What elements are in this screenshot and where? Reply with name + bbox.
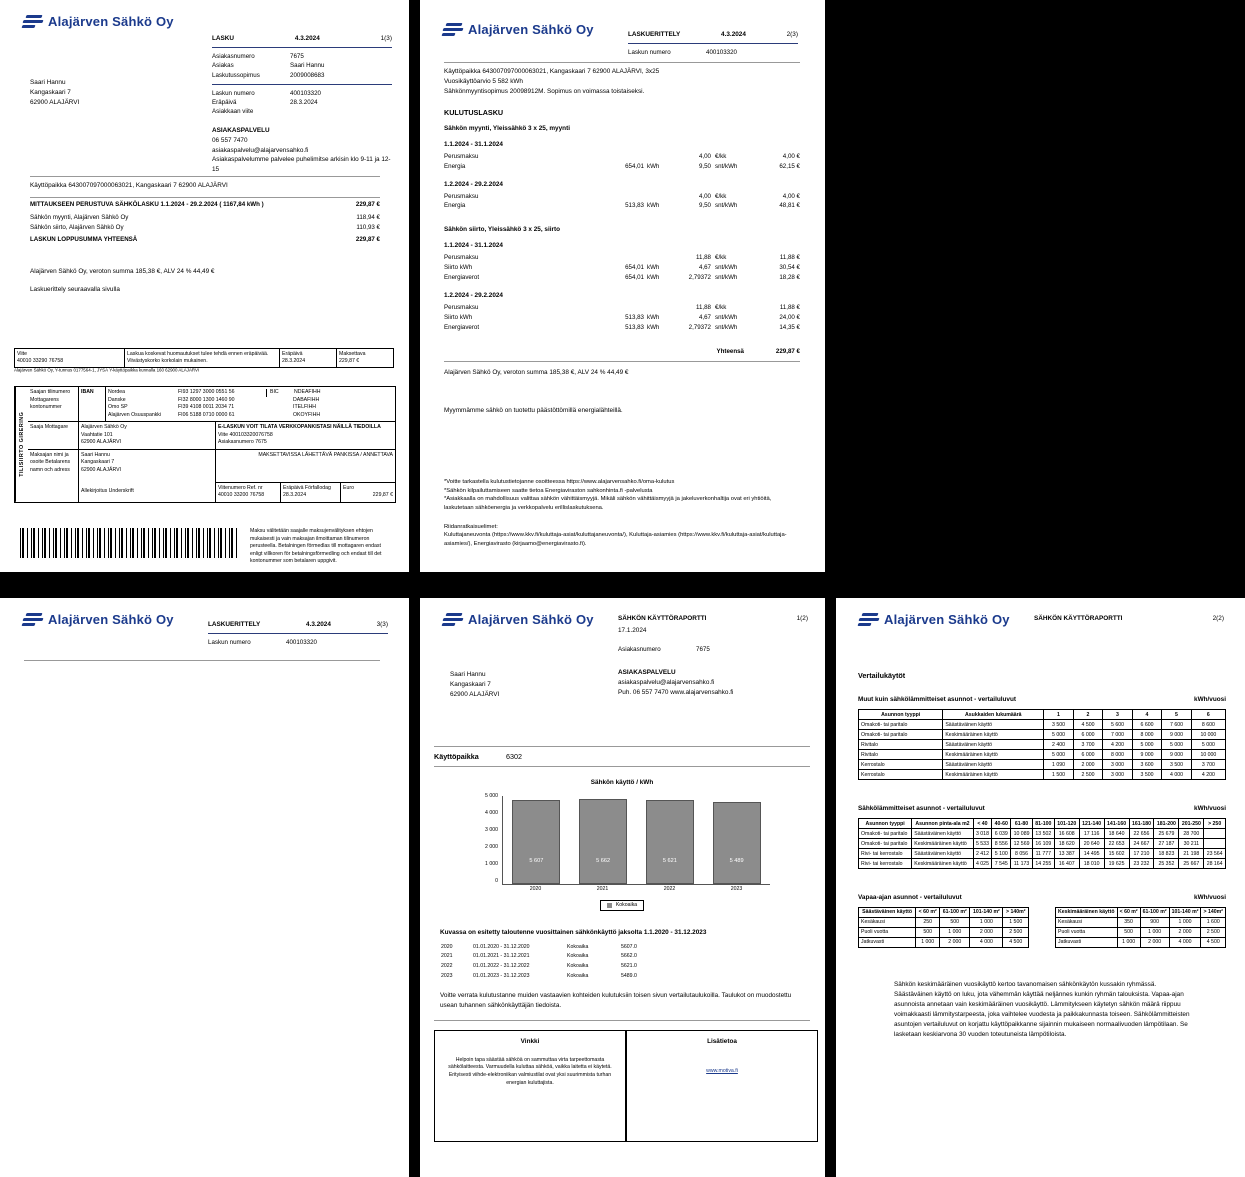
comparison-table-electric-heating: Asunnon tyyppi Asunnon pinta-ala m2 < 40 40-60 61-80 81-100 101-120 121-140 141-160 161-180 181-200 201-250 > 250 Omakoti- tai paritalo Säästäväinen käyttö 3 018 6 039 10 089 13 502 16 608 17 116 18 640 22 656 25 679 28 700 Omakoti- tai paritalo Keskimääräinen käyttö 5 533 8 556 12 569 16 109 18 620 20 640 22 653 24 667 27 187 30 211 Rivi- tai kerrostalo Säästäväinen käyttö 2 412 5 100 8 056 11 777 13 387 14 495 15 602 17 210 18 823 21 198 23 564 Rivi- tai kerrostalo Keskimääräinen käyttö 4 025 7 545 11 173 14 255 16 407 18 010 19 625 23 232 25 352 25 667 28 164 <box>858 818 1226 869</box>
company-logo <box>858 612 1010 627</box>
table-row: Puoli vuotta 500 1 000 2 000 2 500 <box>1056 927 1226 937</box>
chart-bar: 5 621 <box>647 800 693 884</box>
table-row: 2021 01.01.2021 - 31.12.2021 Kokoaika 5662.0 <box>441 953 637 960</box>
more-title: Lisätietoa <box>707 1038 737 1045</box>
company-name: Alajärven Sähkö Oy <box>468 612 594 627</box>
company-name: Alajärven Sähkö Oy <box>48 612 174 627</box>
table2-unit: kWh/vuosi <box>1194 805 1226 813</box>
table-row: Kerrostalo Säästäväinen käyttö 1 090 2 000 3 000 3 600 3 500 3 700 <box>859 760 1226 770</box>
document-date: 4.3.2024 <box>294 35 320 42</box>
period-block: 1.1.2024 - 31.1.2024 Perusmaksu 4,00 €/kk 4,00 € Energia 654,01 kWh 9,50 snt/kWh 62,15 € <box>444 140 800 170</box>
table2-title: Sähkölämmitteiset asunnot - vertailuluvut <box>858 805 985 813</box>
summary-row: Sähkön siirto, Alajärven Sähkö Oy 110,93 € <box>30 223 380 231</box>
table-row: Omakoti- tai paritalo Keskimääräinen käyttö 5 000 6 000 7 000 8 000 9 000 10 000 <box>859 730 1226 740</box>
report-date: 17.1.2024 <box>618 626 647 634</box>
summary-title-row: MITTAUKSEEN PERUSTUVA SÄHKÖLASKU 1.1.2024 - 29.2.2024 ( 1167,84 kWh ) 229,87 € <box>30 201 380 208</box>
table-row: Kesäkausi 350 900 1 000 1 600 <box>1056 917 1226 927</box>
payee-address: Alajärven Sähkö Oy Vaahtatie 101 62900 ALAJÄRVI <box>79 422 216 449</box>
more-info-box <box>626 1030 818 1142</box>
reference-field: Viitenumero Ref. nr 40010 33200 76758 <box>216 483 281 502</box>
service-phone: Puh. 06 557 7470 www.alajarvensahko.fi <box>618 688 734 696</box>
slip-legal-text: Maksu välitetään saajalle maksujenvälityksen ehtojen mukaisesti ja vain maksajan ilmoittaman tilinumeron perusteella. Betalningen förmedlas till mottagaren endast enligt villkoren för betalningsförmedling och endast till det kontonummer som betalaren uppgivit. <box>250 528 382 565</box>
table-row: Kesäkausi 250 500 1 000 1 500 <box>859 917 1029 927</box>
invoice-page-2 <box>420 0 825 572</box>
table-row: Omakoti- tai paritalo Säästäväinen käyttö 3 018 6 039 10 089 13 502 16 608 17 116 18 640 22 656 25 679 28 700 <box>859 829 1226 839</box>
comparison-table-nonelectric-heating: Asunnon tyyppi Asukkaiden lukumäärä 1 2 3 4 5 6 Omakoti- tai paritalo Säästäväinen käyttö 3 500 4 500 5 600 6 600 7 600 8 600 Omakoti- tai paritalo Keskimääräinen käyttö 5 000 6 000 7 000 8 000 9 000 10 000 Rivitalo Säästäväinen käyttö 2 400 3 700 4 200 5 000 5 000 5 000 Rivitalo Keskimääräinen käyttö 5 000 6 000 8 000 9 000 9 000 10 000 Kerrostalo Säästäväinen käyttö 1 090 2 000 3 000 3 600 3 500 3 700 Kerrostalo Keskimääräinen käyttö 1 500 2 500 3 000 3 500 4 000 4 200 <box>858 709 1226 780</box>
continuation-note: Laskuerittely seuraavalla sivulla <box>30 285 120 293</box>
page-number: 1(2) <box>796 615 808 622</box>
field-row: Asiakas Saari Hannu <box>212 62 325 70</box>
table-row: Jatkuvasti 1 000 2 000 4 000 4 500 <box>859 937 1029 947</box>
chart-title: Sähkön käyttö / kWh <box>590 779 654 786</box>
footnote: *Sähkön kilpailuttamiseen saatte tietoa Energiaviraston sahkonhinta.fi -palvelusta <box>444 487 653 494</box>
section-title: Vertailukäytöt <box>858 671 906 680</box>
customer-address: Saari Hannu Kangaskaari 7 62900 ALAJÄRVI <box>450 671 500 698</box>
section-title: KULUTUSLASKU <box>444 107 504 117</box>
period-block: 1.2.2024 - 29.2.2024 Perusmaksu 4,00 €/kk 4,00 € Energia 513,83 kWh 9,50 snt/kWh 48,81 € <box>444 180 800 210</box>
payer-address: Saari Hannu Kangaskaari 7 62900 ALAJÄRVI Allekirjoitus Underskrift <box>79 450 216 502</box>
footer-text: Sähkön keskimääräinen vuosikäyttö kertoo tavanomaisen sähkönkäytön kussakin ryhmässä. Säästäväinen käyttö on luku, jota vähemmän käyttää neljännes kunkin ryhmän talouksista. Vapaa-ajan asunnoista annetaan vain keskimääräinen vuosikäyttö. Lämmitykseen käytetyn sähkön määrä riippuu voimakkaasti lämmitystarpeesta, joka vaihtelee vuodesta ja paikkakunnasta toiseen. Sähkölämmitteisten asuntojen vertailuluvut on korjattu käyttöpaikkanne sijainnin mukaiseen normaalivuoden lämpötilaan. Se lasketaan keskiarvona 30 vuoden toteutuneista lämpötiloista. <box>894 980 1190 1038</box>
table-row: Omakoti- tai paritalo Keskimääräinen käyttö 5 533 8 556 12 569 16 109 18 620 20 640 22 653 24 667 27 187 30 211 <box>859 839 1226 849</box>
field-row: Asiakasnumero 7675 <box>212 52 304 60</box>
document-type: LASKU <box>212 35 235 42</box>
table-row: 2020 01.01.2020 - 31.12.2020 Kokoaika 5607.0 <box>441 943 637 950</box>
chart-legend: Kokoaika <box>600 900 644 912</box>
logo-mark-icon <box>22 613 44 626</box>
payee-label: Saaja Mottagare <box>28 422 79 449</box>
charge-row: Energia 654,01 kWh 9,50 snt/kWh 62,15 € <box>444 162 800 170</box>
payer-label: Maksajan nimi ja osoite Betalarens namn och adress <box>28 450 79 502</box>
chart-bar: 5 607 <box>513 800 559 884</box>
service-title: ASIAKASPALVELU <box>212 126 270 134</box>
charge-row: Energiaverot 654,01 kWh 2,79372 snt/kWh 18,28 € <box>444 274 800 282</box>
usage-place: Käyttöpaikka 643007097000063021, Kangaskaari 7 62900 ALAJÄRVI, 3x25 <box>444 68 660 75</box>
table1-unit: kWh/vuosi <box>1194 696 1226 704</box>
charge-row: Energiaverot 513,83 kWh 2,79372 snt/kWh 14,35 € <box>444 323 800 331</box>
service-line: 06 557 7470 <box>212 136 248 144</box>
document-type: LASKUERITTELY <box>628 31 681 38</box>
document-date: 4.3.2024 <box>306 621 331 628</box>
company-name: Alajärven Sähkö Oy <box>48 14 174 29</box>
table-row: Jatkuvasti 1 000 2 000 4 000 4 500 <box>1056 937 1226 947</box>
comparison-table-leisure-average: Keskimääräinen käyttö < 60 m² 61-100 m² 101-140 m² > 140m² Kesäkausi 350 900 1 000 1 600 Puoli vuotta 500 1 000 2 000 2 500 Jatkuvasti 1 000 2 000 4 000 4 500 <box>1055 907 1226 948</box>
invoice-page-3 <box>0 598 409 1177</box>
logo-mark-icon <box>22 15 44 28</box>
company-name: Alajärven Sähkö Oy <box>468 22 594 37</box>
table-row: Kerrostalo Keskimääräinen käyttö 1 500 2 500 3 000 3 500 4 000 4 200 <box>859 770 1226 780</box>
table-row: Omakoti- tai paritalo Säästäväinen käyttö 3 500 4 500 5 600 6 600 7 600 8 600 <box>859 720 1226 730</box>
payment-barcode <box>20 528 240 558</box>
payee-bank-label: Saajan tilinumero Mottagarens kontonummer <box>28 387 79 421</box>
charge-row: Perusmaksu 11,88 €/kk 11,88 € <box>444 303 800 311</box>
place-label: Käyttöpaikka <box>434 752 479 761</box>
service-title: ASIAKASPALVELU <box>618 669 676 677</box>
table1-title: Muut kuin sähkölämmitteiset asunnot - vertailuluvut <box>858 696 1017 704</box>
tip-box <box>434 1030 626 1142</box>
document-type: LASKUERITTELY <box>208 621 261 628</box>
table3-unit: kWh/vuosi <box>1194 894 1226 901</box>
usage-report-page-1 <box>420 598 825 1177</box>
block-title-transfer: Sähkön siirto, Yleissähkö 3 x 25, siirto <box>444 226 561 234</box>
page-number: 2(3) <box>786 31 798 38</box>
logo-mark-icon <box>858 613 880 626</box>
payment-slip-header: Viite 40010 33290 76758 Laskua koskevat huomautukset tulee tehdä ennen eräpäivää. Viivästyskorko korkolain mukainen. Eräpäivä 28.3.2024 Maksettava 229,87 € <box>14 348 394 368</box>
charge-row: Perusmaksu 11,88 €/kk 11,88 € <box>444 254 800 262</box>
place-value: 6302 <box>506 752 522 761</box>
charge-row: Perusmaksu 4,00 €/kk 4,00 € <box>444 152 800 160</box>
company-logo <box>22 612 174 627</box>
charge-row: Siirto kWh 513,83 kWh 4,67 snt/kWh 24,00 € <box>444 313 800 321</box>
footnote: *Asiakkaalla on mahdollisuus valittaa sähkön vähittäismyyjä. Mikäli sähkön vähittäismyyjä ja jakeluverkonhaltija ovat eri yhtiöitä, laskutetaan sähköenergia ja verkkopalvelu erillislaskutuksena. <box>444 496 772 512</box>
chart-y-axis: 5 000 4 000 3 000 2 000 1 000 0 <box>485 792 498 884</box>
table-row: Rivitalo Säästäväinen käyttö 2 400 3 700 4 200 5 000 5 000 5 000 <box>859 740 1226 750</box>
customer-address: Saari Hannu Kangaskaari 7 62900 ALAJÄRVI <box>30 79 80 106</box>
document-type: SÄHKÖN KÄYTTÖRAPORTTI <box>618 615 707 622</box>
invoice-number-row: Laskun numero 400103320 <box>628 48 737 56</box>
document-type: SÄHKÖN KÄYTTÖRAPORTTI <box>1034 615 1123 622</box>
usage-chart <box>434 776 810 936</box>
service-hours: Asiakaspalvelumme palvelee puhelimitse arkisin klo 9-11 ja 12-15 <box>212 156 391 174</box>
page-number: 3(3) <box>376 621 388 628</box>
page-number: 2(2) <box>1212 615 1224 622</box>
charge-row: Perusmaksu 4,00 €/kk 4,00 € <box>444 192 800 200</box>
iban-col-label: IBAN <box>79 387 106 421</box>
logo-mark-icon <box>442 613 464 626</box>
company-logo <box>442 22 594 37</box>
table-row: Puoli vuotta 500 1 000 2 000 2 500 <box>859 927 1029 937</box>
document-date: 4.3.2024 <box>721 31 746 38</box>
invoice-number-row: Laskun numero 400103320 <box>208 638 317 646</box>
tip-title: Vinkki <box>520 1038 540 1045</box>
green-note: Myymmämme sähkö on tuotettu päästöttömillä energialähteillä. <box>444 406 623 414</box>
usage-report-page-2 <box>836 598 1245 1177</box>
chart-x-axis: 2020 2021 2022 2023 <box>529 885 743 892</box>
period-block: 1.1.2024 - 31.1.2024 Perusmaksu 11,88 €/kk 11,88 € Siirto kWh 654,01 kWh 4,67 snt/kWh 30,54 € Energiaverot 654,01 kWh 2,79372 snt/kWh 18,28 € <box>444 242 800 282</box>
euro-field: Euro 229,87 € <box>343 484 393 499</box>
logo-mark-icon <box>442 23 464 36</box>
field-row: Eräpäivä 28.3.2024 <box>212 99 318 107</box>
footnote: *Voitte tarkastella kulutustietojanne osoitteessa https://www.alajarvensahko.fi/oma-kulutus <box>444 479 675 485</box>
vat-note: Alajärven Sähkö Oy, veroton summa 185,38 €, ALV 24 % 44,49 € <box>30 267 215 275</box>
field-row: Asiakkaan viite <box>212 108 254 116</box>
slip-side-label: TILISIIRTO GIRERING <box>15 387 28 502</box>
service-email: asiakaspalvelu@alajarvensahko.fi <box>618 679 715 687</box>
field-row: Laskun numero 400103320 <box>212 89 321 97</box>
compare-text: Voitte verrata kulutustanne muiden vastaavien kohteiden kulutuksiin toisen sivun vertailutaulukoilla. Taulukot on muodostettu usean tuhannen sähkönkäyttäjän tiedoista. <box>440 992 792 1009</box>
vat-note: Alajärven Sähkö Oy, veroton summa 185,38 €, ALV 24 % 44,49 € <box>444 368 629 376</box>
chart-bar: 5 489 <box>714 802 760 884</box>
table-row: 2023 01.01.2023 - 31.12.2023 Kokoaika 5489.0 <box>441 972 637 979</box>
page-number: 1(3) <box>380 35 392 42</box>
contract-info: Sähkönmyyntisopimus 20098912M. Sopimus on voimassa toistaiseksi. <box>444 87 645 95</box>
charge-row: Siirto kWh 654,01 kWh 4,67 snt/kWh 30,54 € <box>444 264 800 272</box>
bank-list: Nordea FI93 1297 3000 0551 56 BIC NDEAFIHH Danske FI32 8000 1300 1460 90 DABAFIHH Omo SP FI39 4108 0011 2034 71 ITELFIHH Alajärven Osuuspankki FI06 5188 0710 0000 61 OKOYFIHH <box>108 389 321 418</box>
bank-stamp-label: MAKSETTAVISSA LÄHETTÄVÄ PANKISSA / ANNETTAVA <box>258 451 393 458</box>
motiva-link[interactable]: www.motiva.fi <box>706 1067 738 1074</box>
block-title-sales: Sähkön myynti, Yleissähkö 3 x 25, myynti <box>444 124 570 132</box>
chart-bar: 5 662 <box>580 799 626 884</box>
dispute-title: Riidanratkaisuelimet: <box>444 523 498 530</box>
einvoice-info: E-LASKUN VOIT TILATA VERKKOPANKISTASI NÄILLÄ TIEDOILLA Viite 400103320076758 Asiakasnumero 7675 <box>218 424 381 446</box>
dispute-text: Kuluttajaneuvonta (https://www.kkv.fi/kuluttaja-asiat/kuluttajaneuvonta/), Kuluttaja-asiamies (https://www.kkv.fi/kuluttaja-asiat/kuluttaja-asiamies/), Energiavirasto (kirjaamo@energiavirasto.fi). <box>444 532 787 548</box>
table-row: Rivi- tai kerrostalo Keskimääräinen käyttö 4 025 7 545 11 173 14 255 16 407 18 010 19 625 23 232 25 352 25 667 28 164 <box>859 859 1226 869</box>
invoice-page-1 <box>0 0 409 572</box>
tip-text: Helpoin tapa säästää sähköä on sammuttaa virta tarpeettomasta sähkölaitteesta. Varmuudella kuluttaa sähköä, vaikka laitetta ei käytetä. Erityisesti viihde-elektroniikan valmiustilat ovat yksi suurimmista turhan energian kuluttajista. <box>448 1056 612 1086</box>
service-email: asiakaspalvelu@alajarvensahko.fi <box>212 146 309 154</box>
table-row: Rivitalo Keskimääräinen käyttö 5 000 6 000 8 000 9 000 9 000 10 000 <box>859 750 1226 760</box>
comparison-table-leisure-economical: Säästäväinen käyttö < 60 m² 61-100 m² 101-140 m² > 140m² Kesäkausi 250 500 1 000 1 500 Puoli vuotta 500 1 000 2 000 2 500 Jatkuvasti 1 000 2 000 4 000 4 500 <box>858 907 1029 948</box>
company-logo <box>22 14 174 29</box>
summary-total-row: LASKUN LOPPUSUMMA YHTEENSÄ 229,87 € <box>30 235 380 243</box>
company-logo <box>442 612 594 627</box>
duedate-field: Eräpäivä Förfallodag 28.3.2024 <box>281 483 341 502</box>
summary-row: Sähkön myynti, Alajärven Sähkö Oy 118,94 € <box>30 213 380 221</box>
total-row: Yhteensä 229,87 € <box>716 347 800 355</box>
period-block: 1.2.2024 - 29.2.2024 Perusmaksu 11,88 €/kk 11,88 € Siirto kWh 513,83 kWh 4,67 snt/kWh 24,00 € Energiaverot 513,83 kWh 2,79372 snt/kWh 14,35 € <box>444 291 800 331</box>
legend-swatch-icon <box>607 903 612 908</box>
table3-title: Vapaa-ajan asunnot - vertailuluvut <box>858 894 962 901</box>
charge-row: Energia 513,83 kWh 9,50 snt/kWh 48,81 € <box>444 202 800 210</box>
table-row: Rivi- tai kerrostalo Säästäväinen käyttö 2 412 5 100 8 056 11 777 13 387 14 495 15 602 17 210 18 823 21 198 23 564 <box>859 849 1226 859</box>
slip-fine-print: Alajärven Sähkö Oy, Y-tunnus 0177564-1, JYSÄ Y-käyttöpaikka kunnalla 160 62900 ALAJÄRVI <box>14 368 200 374</box>
company-name: Alajärven Sähkö Oy <box>884 612 1010 627</box>
customer-number-row: Asiakasnumero 7675 <box>618 645 710 653</box>
annual-estimate: Vuosikäyttöarvio 5 582 kWh <box>444 77 523 85</box>
usage-place: Käyttöpaikka 643007097000063021, Kangaskaari 7 62900 ALAJÄRVI <box>30 182 228 189</box>
usage-table <box>440 943 638 981</box>
field-row: Laskutussopimus 2009008683 <box>212 71 325 79</box>
table-row: 2022 01.01.2022 - 31.12.2022 Kokoaika 5621.0 <box>441 962 637 969</box>
chart-caption: Kuvassa on esitetty taloutenne vuosittainen sähkönkäyttö jaksolta 1.1.2020 - 31.12.2023 <box>440 929 707 936</box>
